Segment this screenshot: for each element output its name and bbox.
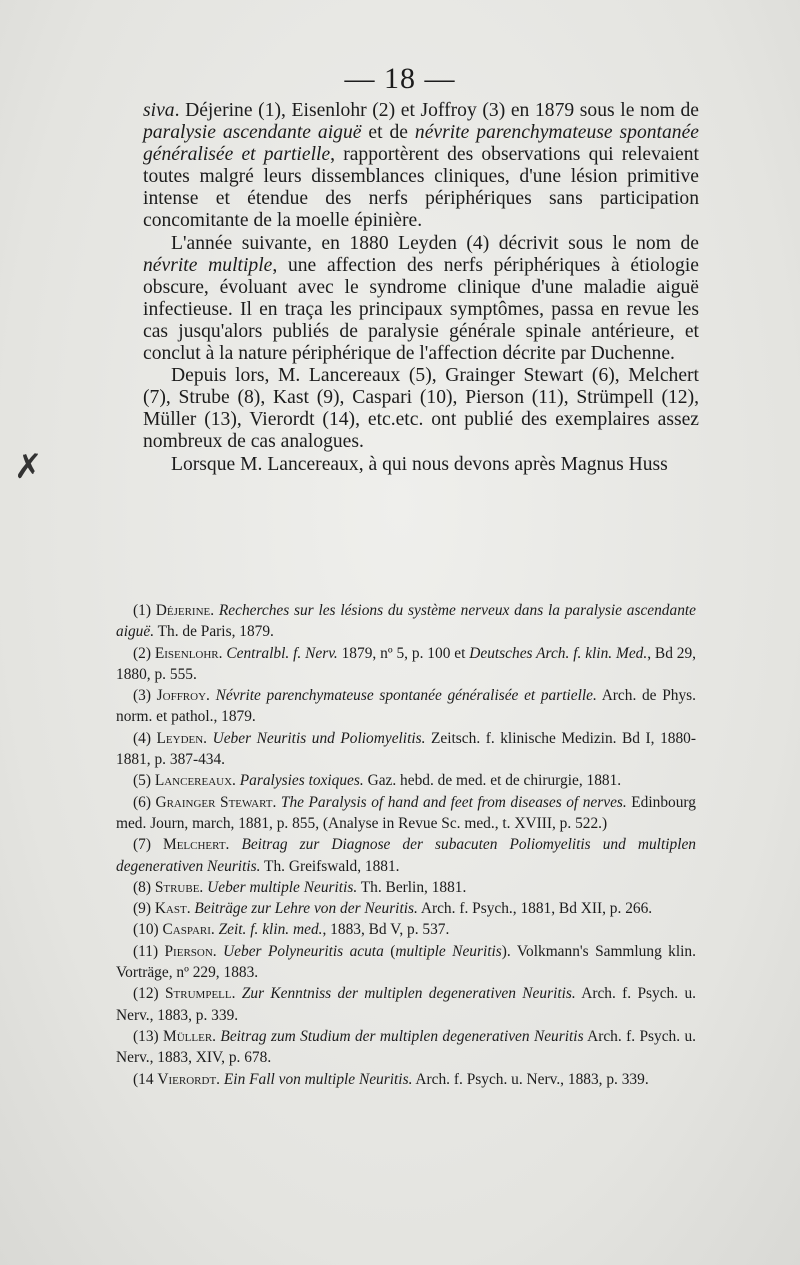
- footnote-title: Ueber Neuritis und Poliomyelitis.: [212, 729, 426, 747]
- footnote-author: Kast.: [154, 900, 191, 918]
- footnote-author: Leyden.: [156, 729, 208, 747]
- footnote-title: Zeit. f. klin. med.: [218, 921, 323, 939]
- italic-term: paralysie ascendante aiguë: [143, 122, 362, 144]
- paragraph-text: Lorsque M. Lancereaux, à qui nous devons après Magnus Huss: [171, 453, 668, 475]
- footnote-title: Ueber multiple Neuritis.: [207, 878, 358, 896]
- footnote-author: Lancereaux.: [154, 772, 236, 790]
- body-paragraph: [143, 454, 699, 476]
- page-number: — 18 —: [344, 62, 456, 95]
- footnote-author: Strumpell.: [165, 985, 236, 1003]
- footnote: [116, 941, 696, 984]
- footnote-number: (10): [133, 921, 159, 939]
- footnote-author: Pierson.: [164, 942, 217, 960]
- footnote: [116, 685, 696, 728]
- footnote-number: (12): [133, 985, 159, 1003]
- footnote-source: Arch. f. Psych., 1881, Bd XII, p. 266.: [417, 900, 653, 918]
- footnote-number: (5): [133, 772, 151, 790]
- footnote-source: Gaz. hebd. de med. et de chirurgie, 1881.: [363, 772, 622, 790]
- footnote-number: (8): [133, 878, 151, 896]
- footnote-author: Joffroy.: [156, 687, 210, 705]
- italic-term: névrite parenchymateuse spontanée généralisée et partielle: [143, 122, 699, 166]
- footnote: [116, 1026, 696, 1069]
- footnote: [116, 919, 696, 940]
- footnote-title: Ueber Polyneuritis acuta: [223, 942, 384, 960]
- footnote: [116, 600, 696, 643]
- footnote-number: (11): [133, 942, 159, 960]
- footnote: [116, 834, 696, 877]
- footnote-title: Névrite parenchymateuse spontanée généralisée et partielle.: [215, 687, 597, 705]
- footnote: [116, 792, 696, 835]
- body-text: [143, 100, 699, 476]
- footnote-source: , Bd 29, 1880, p. 555.: [116, 644, 697, 683]
- footnote-source: Edinbourg med. Journ, march, 1881, p. 855, (Analyse in Revue Sc. med., t. XVIII, p. 522.): [116, 793, 696, 832]
- footnote-source: (: [383, 942, 396, 960]
- footnote-author: Melchert.: [163, 836, 230, 854]
- paragraph-text: L'année suivante, en 1880 Leyden (4) décrivit sous le nom de: [171, 232, 699, 254]
- footnote: [116, 728, 696, 771]
- footnote-title: Centralbl. f. Nerv.: [226, 644, 338, 662]
- footnote-title: Deutsches Arch. f. klin. Med.: [469, 644, 648, 662]
- footnote-author: Strube.: [154, 878, 204, 896]
- footnote-title: Ein Fall von multiple Neuritis.: [223, 1070, 413, 1088]
- footnote-title: Beitrag zum Studium der multiplen degenerativen Neuritis: [220, 1027, 584, 1045]
- footnote-number: (3): [133, 687, 151, 705]
- footnote-number: (1): [133, 602, 151, 619]
- footnote: [116, 877, 696, 898]
- body-paragraph: [143, 100, 699, 233]
- footnote: [116, 770, 696, 791]
- footnote: [116, 643, 696, 686]
- footnote-author: Caspari.: [162, 921, 215, 939]
- footnote-title: Recherches sur les lésions du système nerveux dans la paralysie ascendante aiguë.: [116, 602, 696, 641]
- paragraph-text: Depuis lors, M. Lancereaux (5), Grainger Stewart (6), Melchert (7), Strube (8), Kast (9), Caspari (10), Pierson (11), Strümpell (12), Müller (13), Vierordt (14), etc.etc. ont publié des exemplaires assez nombreux de cas analogues.: [143, 365, 699, 453]
- italic-term: névrite multiple: [143, 254, 273, 276]
- footnote-number: (13): [133, 1027, 159, 1045]
- footnote-number: (14: [133, 1070, 154, 1088]
- footnote-number: (4): [133, 729, 151, 747]
- footnote-number: (6): [133, 793, 151, 811]
- handwritten-margin-mark: ✗: [14, 447, 43, 487]
- footnote-source: Th. de Paris, 1879.: [154, 623, 274, 641]
- italic-term: siva: [143, 100, 175, 121]
- footnote-title: The Paralysis of hand and feet from diseases of nerves.: [280, 793, 627, 811]
- footnote-author: Eisenlohr.: [154, 644, 223, 662]
- paragraph-text: et de: [361, 122, 415, 144]
- footnote-author: Müller.: [163, 1027, 217, 1045]
- footnote-source: Arch. f. Psych. u. Nerv., 1883, XIV, p. 678.: [116, 1027, 696, 1067]
- body-paragraph: [143, 365, 699, 453]
- footnote-source: Arch. f. Psych. u. Nerv., 1883, p. 339.: [116, 985, 696, 1024]
- footnote-source: ). Volkmann's Sammlung klin. Vorträge, nº 229, 1883.: [116, 942, 696, 982]
- footnote-number: (2): [133, 644, 151, 662]
- paragraph-text: . Déjerine (1), Eisenlohr (2) et Joffroy (3) en 1879 sous le nom de: [174, 100, 699, 121]
- footnote-source: 1879, nº 5, p. 100 et: [337, 644, 470, 662]
- footnote-title: Zur Kenntniss der multiplen degenerativen Neuritis.: [241, 985, 576, 1003]
- footnote-title: Beitrag zur Diagnose der subacuten Poliomyelitis und multiplen degenerativen Neuritis.: [116, 836, 696, 875]
- footnote-author: Vierordt.: [157, 1070, 221, 1088]
- footnote-source: Arch. f. Psych. u. Nerv., 1883, p. 339.: [412, 1070, 649, 1088]
- footnote: [116, 983, 696, 1026]
- footnote: [116, 1069, 696, 1090]
- body-paragraph: [143, 233, 699, 366]
- footnotes: [116, 600, 696, 1090]
- paragraph-text: , rapportèrent des observations qui relevaient toutes malgré leurs dissemblances cliniques, d'une lésion primitive intense et étendue des nerfs périphériques sans participation concomitante de la moelle épinière.: [143, 144, 699, 232]
- paragraph-text: , une affection des nerfs périphériques à étiologie obscure, évoluant avec le syndrome clinique d'une maladie aiguë infectieuse. Il en traça les principaux symptômes, passa en revue les cas jusqu'alors publiés de paralysie générale spinale antérieure, et conclut à la nature périphérique de l'affection décrite par Duchenne.: [143, 254, 699, 365]
- footnote-title: multiple Neuritis: [395, 942, 502, 960]
- footnote-title: Paralysies toxiques.: [239, 772, 364, 790]
- footnote-title: Beiträge zur Lehre von der Neuritis.: [194, 900, 418, 918]
- footnote-source: Th. Berlin, 1881.: [357, 878, 467, 896]
- footnote-author: Grainger Stewart.: [155, 793, 277, 811]
- footnote-source: Zeitsch. f. klinische Medizin. Bd I, 1880-1881, p. 387-434.: [116, 729, 696, 769]
- footnote-number: (9): [133, 900, 151, 918]
- footnote: [116, 898, 696, 919]
- footnote-source: , 1883, Bd V, p. 537.: [322, 921, 450, 939]
- footnote-source: Arch. de Phys. norm. et pathol., 1879.: [116, 687, 696, 726]
- footnote-author: Déjerine.: [155, 602, 215, 619]
- footnote-source: Th. Greifswald, 1881.: [260, 857, 400, 875]
- footnote-number: (7): [133, 836, 151, 854]
